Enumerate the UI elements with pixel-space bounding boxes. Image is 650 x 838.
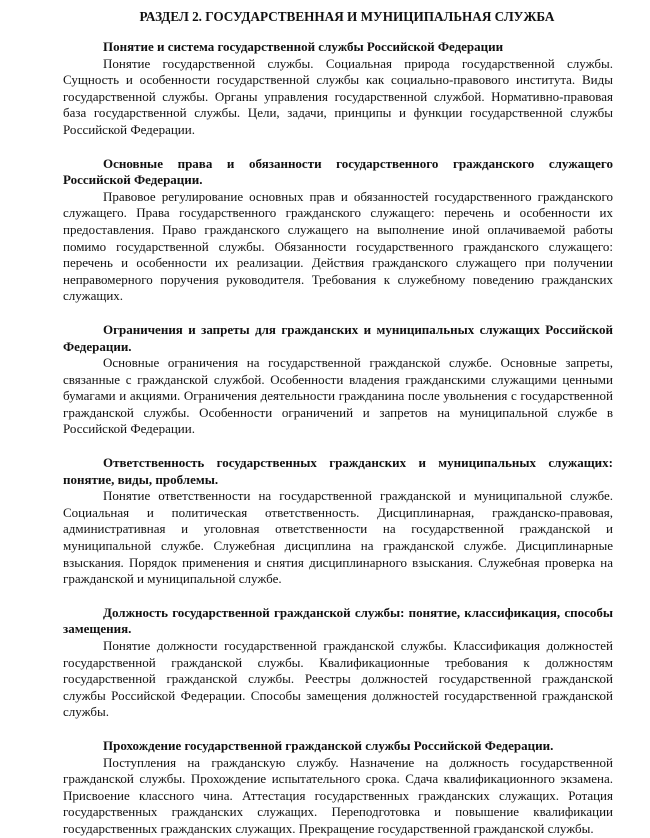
topic-6 bbox=[63, 738, 613, 838]
section-title: РАЗДЕЛ 2. ГОСУДАРСТВЕННАЯ И МУНИЦИПАЛЬНАЯ СЛУЖБА bbox=[139, 9, 555, 24]
topic-3 bbox=[63, 322, 613, 438]
topic-body: Понятие ответственности на государственной гражданской и муниципальной службе. Социальная и политическая ответственность. Дисциплинарная, гражданско-правовая, административная и уголовная ответственности на государственной гражданской и муниципальной службе. Служебная дисциплина на гражданской службе. Дисциплинарные взыскания. Порядок применения и снятия дисциплинарного взыскания. Служебная проверка на гражданской и муниципальной службе. bbox=[63, 488, 613, 587]
topic-1 bbox=[63, 39, 613, 139]
topic-title: Прохождение государственной гражданской службы Российской Федерации. bbox=[103, 737, 554, 753]
topic-body: Понятие государственной службы. Социальная природа государственной службы. Сущность и особенности государственной службы как социально-правового института. Виды государственной службы. Органы управления государственной службой. Нормативно-правовая база государственной службы. Цели, задачи, принципы и функции государственной службы Российской Федерации. bbox=[63, 55, 613, 137]
topic-5 bbox=[63, 605, 613, 721]
topic-title: Должность государственной гражданской службы: понятие, классификация, способы замещения. bbox=[63, 604, 613, 637]
topic-body: Правовое регулирование основных прав и обязанностей государственного гражданского служащего. Права государственного гражданского служащего: перечень и особенности их предоставления. Право гражданского служащего на выполнение иной оплачиваемой работы помимо государственной службы. Обязанности государственного гражданского служащего: перечень и особенности их реализации. Действия гражданского служащего при получении неправомерного поручения руководителя. Требования к служебному поведению гражданских служащих. bbox=[63, 188, 613, 304]
topic-body: Понятие должности государственной гражданской службы. Классификация должностей государственной гражданской службы. Квалификационные требования к должностям государственной гражданской службы. Реестры должностей государственной гражданской службы Российской Федерации. Способы замещения должностей государственной гражданской службы. bbox=[63, 638, 613, 720]
topic-body: Основные ограничения на государственной гражданской службе. Основные запреты, связанные с гражданской службой. Особенности владения гражданскими служащими ценными бумагами и акциями. Ограничения деятельности гражданина после увольнения с государственной гражданской службы. Особенности ограничений и запретов на муниципальной службе в Российской Федерации. bbox=[63, 355, 613, 437]
topic-title: Основные права и обязанности государственного гражданского служащего Российской Федерации. bbox=[63, 155, 613, 188]
topic-body: Поступления на гражданскую службу. Назначение на должность государственной гражданской службы. Прохождение испытательного срока. Сдача квалификационного экзамена. Присвоение классного чина. Аттестация государственных гражданских служащих. Ротация государственных гражданских служащих. Переподготовка и повышение квалификации государственных гражданских служащих. Прекращение государственной гражданской службы. bbox=[63, 754, 613, 836]
topic-2 bbox=[63, 156, 613, 305]
topic-title: Ответственность государственных гражданских и муниципальных служащих: понятие, виды, проблемы. bbox=[63, 455, 613, 487]
topic-4 bbox=[63, 455, 613, 588]
topic-title: Понятие и система государственной службы Российской Федерации bbox=[103, 39, 504, 54]
topic-title: Ограничения и запреты для гражданских и муниципальных служащих Российской Федерации. bbox=[63, 321, 613, 354]
